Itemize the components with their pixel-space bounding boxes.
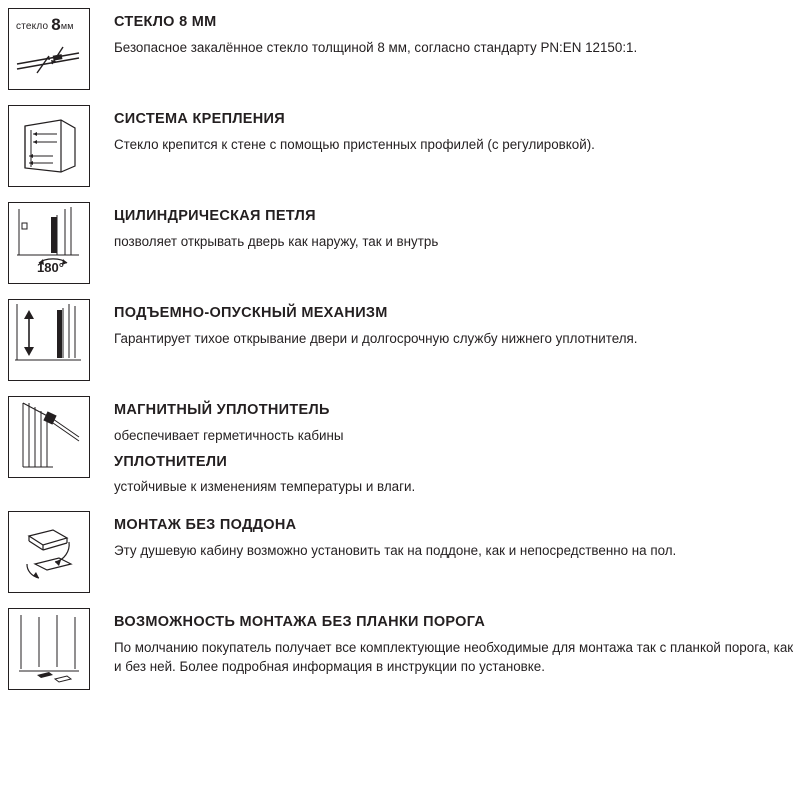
feature-text bbox=[90, 606, 798, 676]
feature-description-secondary: устойчивые к изменениям температуры и влаги. bbox=[114, 479, 416, 495]
tray-drawing bbox=[9, 512, 89, 592]
feature-text bbox=[90, 200, 798, 251]
feature-title: МОНТАЖ БЕЗ ПОДДОНА bbox=[114, 517, 297, 534]
no-tray-installation-icon bbox=[8, 511, 90, 593]
mounting-system-icon bbox=[8, 105, 90, 187]
feature-title: МАГНИТНЫЙ УПЛОТНИТЕЛЬ bbox=[114, 402, 330, 418]
feature-item bbox=[8, 200, 798, 284]
feature-text bbox=[90, 297, 798, 348]
feature-text bbox=[90, 394, 798, 496]
feature-item bbox=[8, 6, 798, 90]
glass-label-unit: мм bbox=[60, 21, 74, 31]
feature-description: обеспечивает герметичность кабины bbox=[114, 427, 344, 443]
feature-description: Гарантирует тихое открывание двери и долгосрочную службу нижнего уплотнителя. bbox=[114, 330, 638, 346]
seal-profile-drawing bbox=[9, 397, 89, 477]
feature-item bbox=[8, 297, 798, 381]
no-threshold-strip-icon bbox=[8, 608, 90, 690]
feature-text bbox=[90, 103, 798, 154]
feature-description: позволяет открывать дверь как наружу, так и внутрь bbox=[114, 233, 439, 249]
feature-title: СИСТЕМА КРЕПЛЕНИЯ bbox=[114, 111, 285, 127]
feature-item bbox=[8, 509, 798, 593]
feature-subtitle: УПЛОТНИТЕЛИ bbox=[114, 453, 228, 470]
glass-thickness-label bbox=[16, 15, 74, 35]
hinge-angle-label: 180° bbox=[37, 260, 64, 275]
feature-text bbox=[90, 6, 798, 57]
magnetic-seal-icon bbox=[8, 396, 90, 478]
feature-item bbox=[8, 606, 798, 690]
feature-description: По молчанию покупатель получает все комплектующие необходимые для монтажа так с планкой порога, как и без ней. Более подробная информация в инструкции по установке. bbox=[114, 640, 794, 675]
threshold-drawing bbox=[9, 609, 89, 689]
feature-title: СТЕКЛО 8 ММ bbox=[114, 14, 217, 30]
feature-title: ПОДЪЕМНО-ОПУСКНЫЙ МЕХАНИЗM bbox=[114, 305, 388, 321]
feature-item bbox=[8, 394, 798, 496]
cabin-profiles-drawing bbox=[9, 106, 89, 186]
cylindrical-hinge-icon bbox=[8, 202, 90, 284]
feature-description: Стекло крепится к стене с помощью пристенных профилей (с регулировкой). bbox=[114, 136, 595, 152]
feature-description: Эту душевую кабину возможно установить так на поддоне, как и непосредственно на пол. bbox=[114, 543, 677, 559]
feature-title: ЦИЛИНДРИЧЕСКАЯ ПЕТЛЯ bbox=[114, 208, 316, 224]
lift-mechanism-drawing bbox=[9, 300, 89, 380]
feature-item bbox=[8, 103, 798, 187]
feature-text bbox=[90, 509, 798, 560]
lift-and-drop-icon bbox=[8, 299, 90, 381]
feature-title: ВОЗМОЖНОСТЬ МОНТАЖА БЕЗ ПЛАНКИ ПОРОГА bbox=[114, 614, 486, 631]
glass-label-value: 8 bbox=[51, 15, 61, 34]
glass-thickness-icon bbox=[8, 8, 90, 90]
glass-label-prefix: стекло bbox=[16, 21, 49, 32]
feature-description: Безопасное закалённое стекло толщиной 8 мм, согласно стандарту PN:EN 12150:1. bbox=[114, 39, 638, 55]
